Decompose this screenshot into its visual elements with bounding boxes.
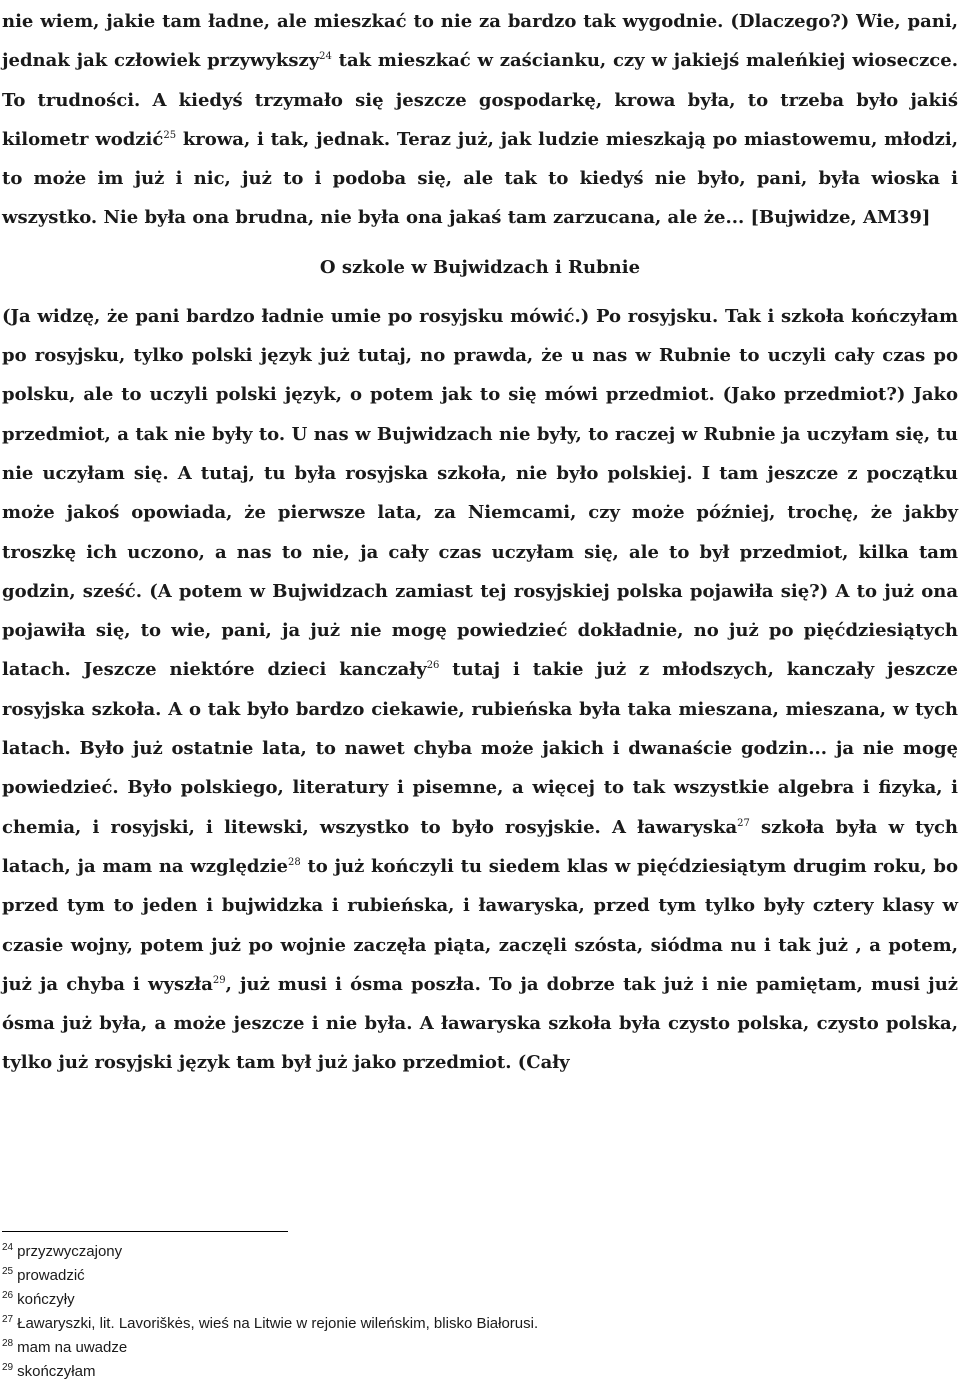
paragraph-school: (Ja widzę, że pani bardzo ładnie umie po rosyjsku mówić.) Po rosyjsku. Tak i szkoła kończyłam po rosyjsku, tylko polski język już tutaj, no prawda, że u nas w Rubnie to uczyli cały czas po polsku, ale to uczyli polski język, o potem jak to się mówi przedmiot. (Jako przedmiot?) Jako przedmiot, a tak nie były to. U nas w Bujwidzach nie były, to raczej w Rubnie ja uczyłam się, tu nie uczyłam się. A tutaj, tu była rosyjska szkoła, nie było polskiej. I tam jeszcze z początku może jakoś opowiada, że pierwsze lata, za Niemcami, czy może później, trochę, że jakby troszkę ich uczono, a nas to nie, ja cały czas uczyłam się, ale to był przedmiot, kilka tam godzin, sześć. (A potem w Bujwidzach zamiast tej rosyjskiej polska pojawiła się?) A to już ona pojawiła się, to wie, pani, ja już nie mogę powiedzieć dokładnie, no już po pięćdziesiątych latach. Jeszcze niektóre dzieci kanczały$^{26}$ tutaj i takie już z młodszych, kanczały jeszcze rosyjska szkoła. A o tak było bardzo ciekawie, rubieńska była taka mieszana, mieszana, w tych latach. Było już ostatnie lata, to nawet chyba może jakich i dwanaście godzin... ja nie mogę powiedzieć. Było polskiego, literatury i pisemne, a więcej to tak wszystkie algebra i fizyka, i chemia, i rosyjski, i litewski, wszystko to było rosyjskie. A ławaryska$^{27}$ szkoła była w tych latach, ja mam na względzie$^{28}$ to już kończyli tu siedem klas w pięćdziesiątym drugim roku, bo przed tym to jeden i bujwidzka i rubieńska, i ławaryska, przed tym tylko były cztery klasy w czasie wojny, potem już po wojnie zaczęła piąta, zaczęli szósta, siódma nu i tak już , a potem, już ja chyba i wyszła$^{29}$, już musi i ósma poszła. To ja dobrze tak już i nie pamiętam, musi już ósma już była, a może jeszcze i nie była. A ławaryska szkoła była czysto polska, czysto polska, tylko już rosyjski język tam był już jako przedmiot. (Cały <box>2 305 959 1074</box>
body-text <box>2 2 958 1083</box>
footnote-ref-24[interactable]: 24 <box>319 51 332 63</box>
footnote-28: $^{28}$ mam na uwadze <box>2 1338 128 1356</box>
footnote-26: $^{26}$ kończyły <box>2 1290 75 1308</box>
footnote-ref-26[interactable]: 26 <box>426 660 440 672</box>
section-heading: O szkole w Bujwidzach i Rubnie <box>319 256 641 278</box>
footnote-ref-25[interactable]: 25 <box>163 129 177 141</box>
footnote-ref-27[interactable]: 27 <box>737 817 750 829</box>
footnote-25: $^{25}$ prowadzić <box>2 1266 85 1284</box>
footnote-27: $^{27}$ Ławaryszki, lit. Lavoriškės, wieś na Litwie w rejonie wileńskim, blisko Białorusi. <box>2 1314 539 1332</box>
footnote-ref-28[interactable]: 28 <box>288 856 301 868</box>
footnote-ref-29[interactable]: 29 <box>212 974 226 986</box>
paragraph-intro: nie wiem, jakie tam ładne, ale mieszkać to nie za bardzo tak wygodnie. (Dlaczego?) Wie, pani, jednak jak człowiek przywykszy$^{24}$ tak mieszkać w zaścianku, czy w jakiejś maleńkiej wioseczce. To trudności. A kiedyś trzymało się jeszcze gospodarkę, krowa była, to trzeba było jakiś kilometr wodzić$^{25}$ krowa, i tak, jednak. Teraz już, jak ludzie mieszkają po miastowemu, młodzi, to może im już i nic, już to i podoba się, ale tak to kiedyś nie było, pani, była wioska i wszystko. Nie była ona brudna, nie była ona jakaś tam zarzucana, ale że... [Bujwidze, AM39] <box>2 11 958 229</box>
footnote-24: $^{24}$ przyzwyczajony <box>2 1242 123 1260</box>
footnote-29: $^{29}$ skończyłam <box>2 1362 96 1380</box>
footnotes <box>2 1240 952 1384</box>
footnote-divider <box>2 1231 288 1232</box>
